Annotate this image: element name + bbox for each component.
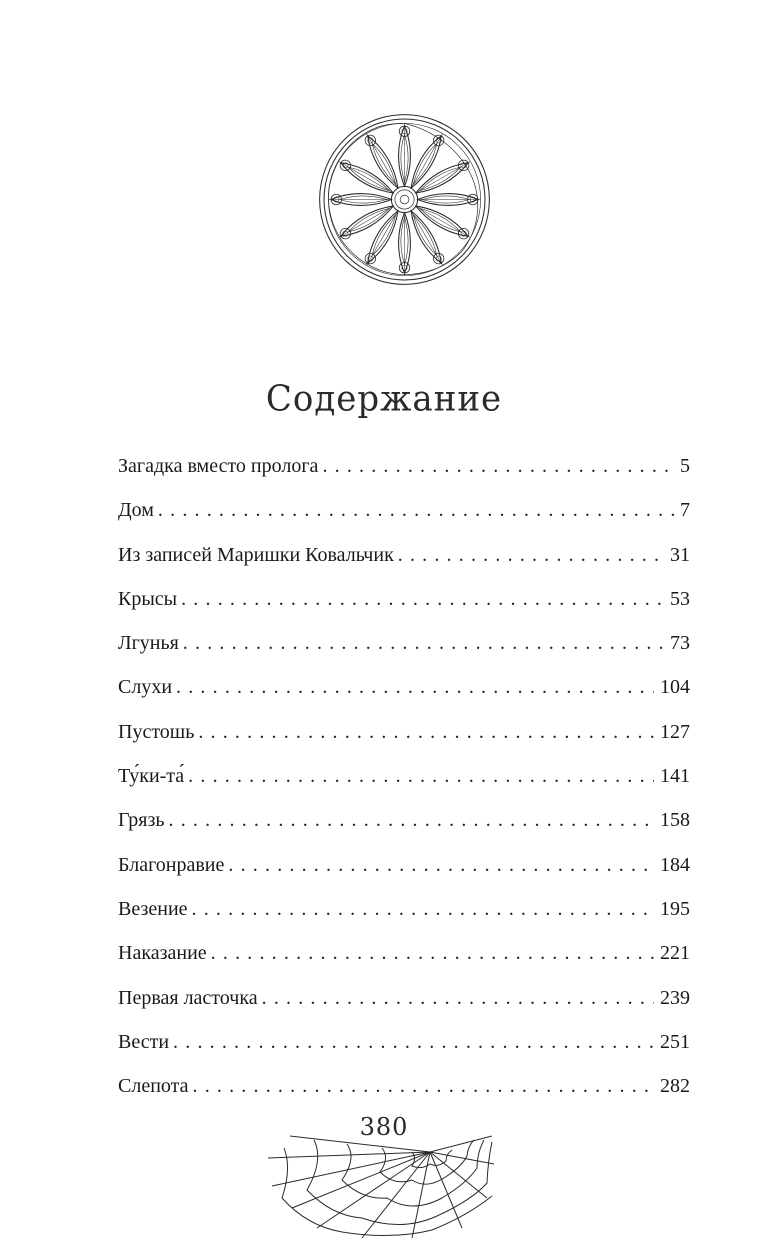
toc-entry: [118, 931, 690, 975]
toc-entry: [118, 533, 690, 577]
toc-leader-dots: [198, 710, 654, 754]
toc-entry-title: Пустошь: [118, 720, 195, 743]
toc-entry-title: Слепота: [118, 1075, 189, 1098]
toc-entry-page: 5: [680, 455, 690, 477]
toc-leader-dots: [228, 843, 654, 887]
toc-entry-title: Благонравие: [118, 853, 225, 876]
toc-entry: [118, 710, 690, 754]
toc-entry-title: Из записей Маришки Ковальчик: [118, 543, 394, 566]
toc-entry-title: Лгунья: [118, 632, 179, 655]
toc-leader-dots: [192, 887, 654, 931]
toc-entry-title: Первая ласточка: [118, 986, 258, 1009]
toc-leader-dots: [173, 1020, 654, 1064]
toc-entry-page: 251: [660, 1030, 690, 1053]
toc-entry: [118, 754, 690, 798]
rose-window-icon: [317, 112, 492, 287]
toc-leader-dots: [169, 798, 654, 842]
spider-web-icon: [262, 1128, 500, 1240]
toc-entry-title: Крысы: [118, 587, 178, 610]
toc-entry-page: 221: [660, 942, 690, 965]
toc-entry-page: 7: [680, 499, 690, 522]
toc-entry-page: 282: [660, 1075, 690, 1098]
toc-entry-title: Ту́ки-та́: [118, 765, 185, 788]
toc-entry: [118, 887, 690, 931]
toc-entry-page: 104: [660, 676, 690, 699]
toc-entry-page: 31: [670, 543, 690, 566]
toc-entry-title: Загадка вместо пролога: [118, 455, 319, 477]
toc-entry: [118, 1020, 690, 1064]
toc-entry: [118, 444, 690, 488]
toc-entry-page: 158: [660, 809, 690, 832]
toc-entry-page: 73: [670, 632, 690, 655]
toc-entry: [118, 798, 690, 842]
toc-entry-title: Везение: [118, 897, 188, 920]
toc-entry-title: Наказание: [118, 942, 207, 965]
table-of-contents: [118, 444, 690, 1108]
toc-entry-title: Вести: [118, 1030, 170, 1053]
toc-entry: [118, 976, 690, 1020]
toc-leader-dots: [181, 577, 664, 621]
toc-entry-title: Дом: [118, 499, 154, 522]
toc-leader-dots: [188, 754, 654, 798]
toc-entry: [118, 488, 690, 532]
toc-entry-page: 195: [660, 897, 690, 920]
toc-entry-page: 53: [670, 587, 690, 610]
toc-leader-dots: [193, 1064, 655, 1108]
toc-entry-page: 239: [660, 986, 690, 1009]
toc-entry-title: Грязь: [118, 809, 165, 832]
toc-entry: [118, 843, 690, 887]
toc-leader-dots: [262, 976, 654, 1020]
toc-entry: [118, 621, 690, 665]
toc-entry-page: 127: [660, 720, 690, 743]
toc-leader-dots: [211, 931, 654, 975]
toc-leader-dots: [176, 665, 654, 709]
toc-entry: [118, 1064, 690, 1108]
page-title: Содержание: [265, 377, 503, 420]
toc-leader-dots: [398, 533, 664, 577]
toc-entry-page: 141: [660, 765, 690, 788]
toc-entry-title: Слухи: [118, 676, 173, 699]
page-number: 380: [359, 1113, 409, 1141]
toc-leader-dots: [183, 621, 664, 665]
toc-leader-dots: [322, 444, 674, 488]
toc-entry: [118, 665, 690, 709]
toc-leader-dots: [158, 488, 674, 532]
toc-entry-page: 184: [660, 853, 690, 876]
toc-entry: [118, 577, 690, 621]
